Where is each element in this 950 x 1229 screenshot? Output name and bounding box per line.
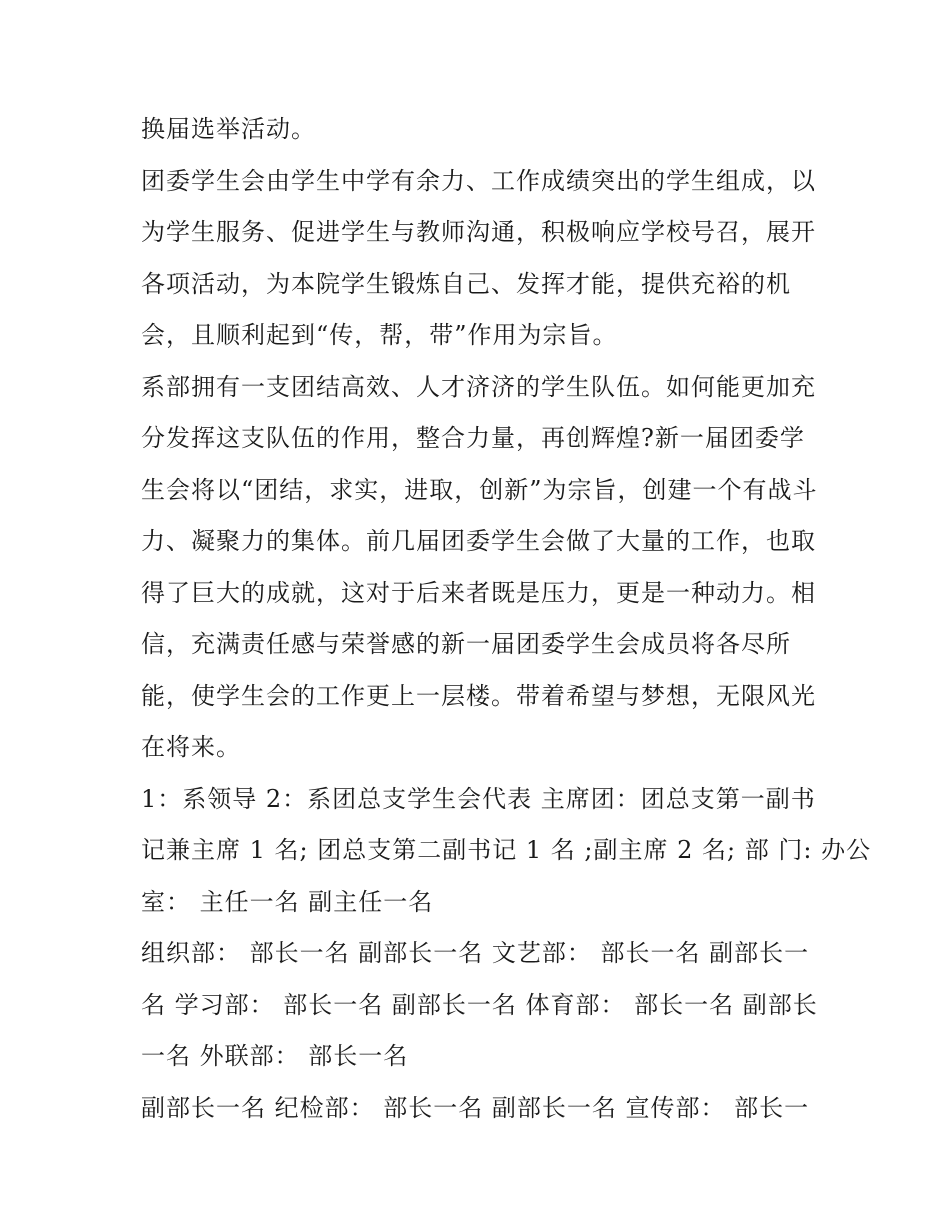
text-line: 会，且顺利起到“传，帮，带”作用为宗旨。 bbox=[141, 321, 618, 349]
text-line: 得了巨大的成就，这对于后来者既是压力，更是一种动力。相 bbox=[141, 578, 816, 607]
paragraph-3 bbox=[141, 362, 818, 774]
text-line: 各项活动，为本院学生锻炼自己、发挥才能，提供充裕的机 bbox=[141, 269, 791, 298]
paragraph-1 bbox=[141, 104, 813, 156]
paragraph-6 bbox=[141, 1083, 813, 1135]
paragraph-4 bbox=[141, 774, 872, 929]
text-line: 一名 外联部： 部长一名 bbox=[141, 1042, 409, 1070]
text-line: 信，充满责任感与荣誉感的新一届团委学生会成员将各尽所 bbox=[141, 630, 791, 658]
text-line: 团委学生会由学生中学有余力、工作成绩突出的学生组成，以 bbox=[141, 166, 816, 195]
text-line: 力、凝聚力的集体。前几届团委学生会做了大量的工作，也取 bbox=[141, 527, 816, 555]
text-line: 换届选举活动。 bbox=[141, 115, 316, 143]
text-line: 1：系领导 2：系团总支学生会代表 主席团：团总支第一副书 bbox=[141, 784, 816, 813]
paragraph-5 bbox=[141, 928, 818, 1083]
text-line: 副部长一名 纪检部： 部长一名 副部长一名 宣传部： 部长一 bbox=[141, 1093, 810, 1122]
text-line: 系部拥有一支团结高效、人才济济的学生队伍。如何能更加充 bbox=[141, 372, 816, 401]
text-line: 组织部： 部长一名 副部长一名 文艺部： 部长一名 副部长一 bbox=[141, 939, 810, 967]
text-line: 为学生服务、促进学生与教师沟通，积极响应学校号召，展开 bbox=[141, 218, 816, 246]
paragraph-2 bbox=[141, 156, 816, 362]
text-line: 室： 主任一名 副主任一名 bbox=[141, 887, 434, 916]
text-line: 名 学习部： 部长一名 副部长一名 体育部： 部长一名 副部长 bbox=[141, 990, 818, 1019]
text-line: 记兼主席 1 名; 团总支第二副书记 1 名 ;副主席 2 名; 部 门: 办公 bbox=[141, 836, 872, 864]
text-line: 生会将以“团结，求实，进取，创新”为宗旨，创建一个有战斗 bbox=[141, 475, 818, 504]
document-body bbox=[141, 104, 872, 1134]
text-line: 能，使学生会的工作更上一层楼。带着希望与梦想，无限风光 bbox=[141, 681, 816, 710]
text-line: 在将来。 bbox=[141, 733, 241, 761]
text-line: 分发挥这支队伍的作用，整合力量，再创辉煌?新一届团委学 bbox=[141, 424, 805, 452]
